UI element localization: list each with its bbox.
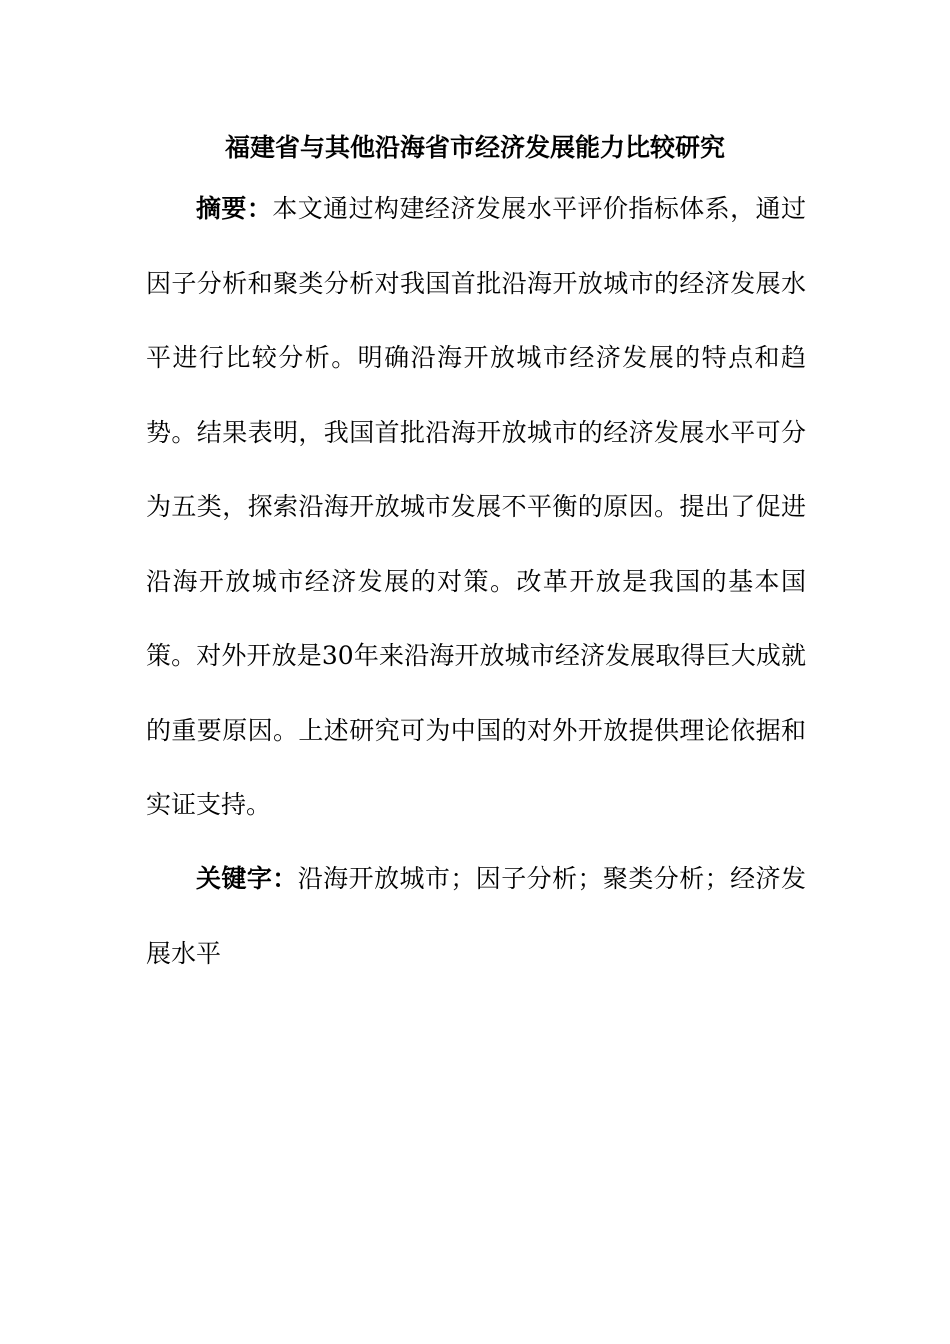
abstract-paragraph xyxy=(146,172,806,843)
document-title: 福建省与其他沿海省市经济发展能力比较研究 xyxy=(224,133,725,162)
abstract-text: 本文通过构建经济发展水平评价指标体系，通过因子分析和聚类分析对我国首批沿海开放城市的经济发展水平进行比较分析。明确沿海开放城市经济发展的特点和趋势。结果表明，我国首批沿海开放城市的经济发展水平可分为五类，探索沿海开放城市发展不平衡的原因。提出了促进沿海开放城市经济发展的对策。改革开放是我国的基本国策。对外开放是30年来沿海开放城市经济发展取得巨大成就的重要原因。上述研究可为中国的对外开放提供理论依据和实证支持。 xyxy=(146,194,806,819)
keywords-label: 关键字： xyxy=(196,864,298,893)
abstract-label: 摘要： xyxy=(196,194,273,223)
keywords-paragraph xyxy=(146,842,806,991)
keywords-text: 沿海开放城市；因子分析；聚类分析；经济发展水平 xyxy=(146,864,806,968)
